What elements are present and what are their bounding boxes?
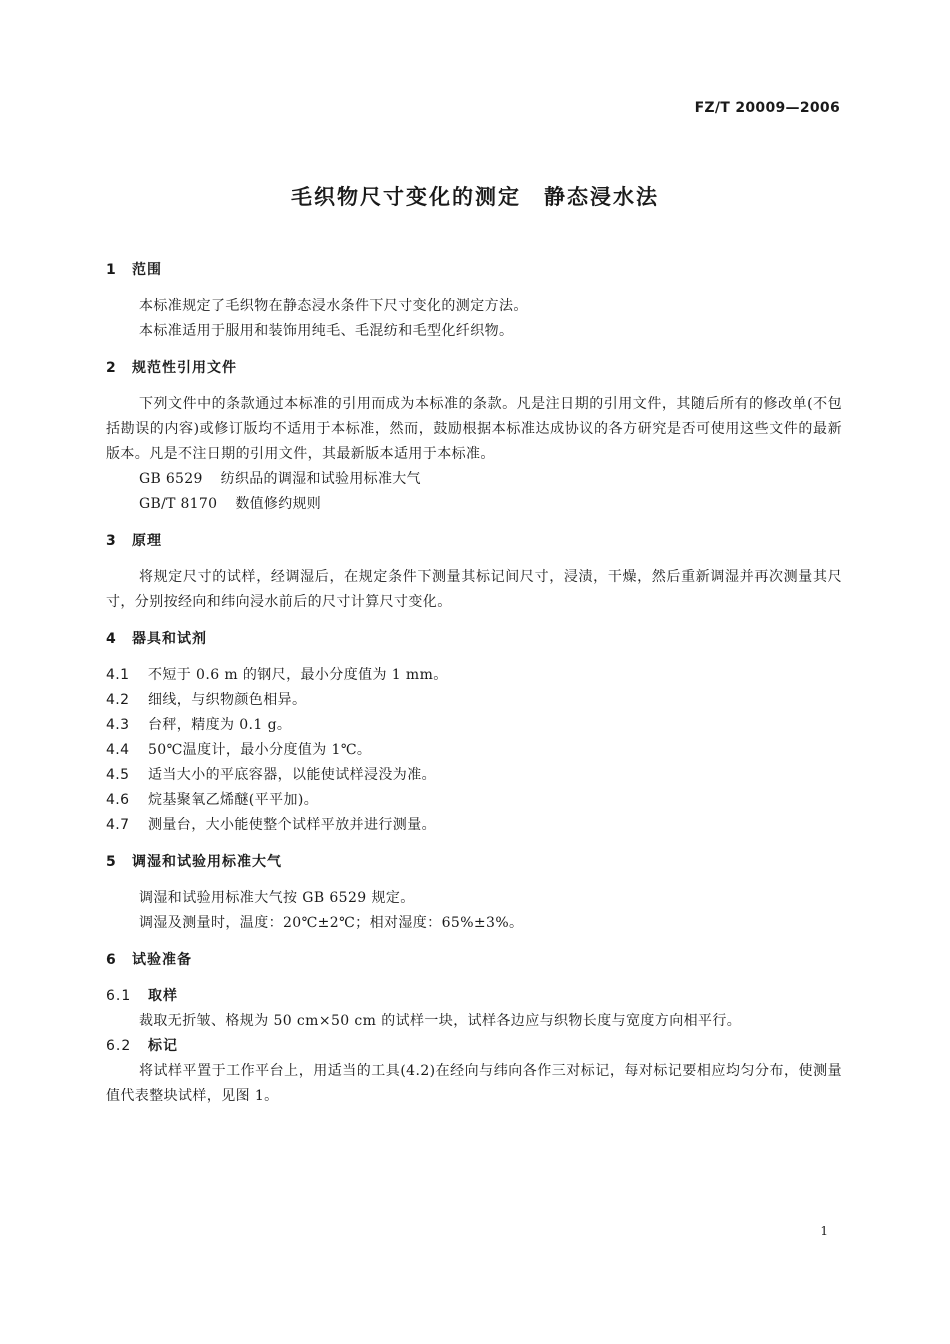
item-text: 测量台，大小能使整个试样平放并进行测量。 [148,817,436,833]
item-number: 4.7 [106,817,130,833]
item-text: 台秤，精度为 0.1 g。 [148,717,292,733]
section-number: 3 [106,533,117,549]
section-title: 试验准备 [132,952,192,968]
item-number: 4.5 [106,767,130,783]
paragraph: 调湿及测量时，温度：20℃±2℃；相对湿度：65%±3%。 [139,915,524,931]
section-title: 原理 [132,533,162,549]
reference-name: 纺织品的调湿和试验用标准大气 [220,471,421,487]
subsection-title: 取样 [148,988,178,1004]
section-preparation [106,948,842,1109]
list-item [106,738,842,763]
reference-name: 数值修约规则 [235,496,322,512]
document-title: 毛织物尺寸变化的测定 静态浸水法 [291,185,659,209]
section-heading [106,258,842,282]
section-atmosphere [106,850,842,936]
paragraph: 裁取无折皱、格规为 50 cm×50 cm 的试样一块，试样各边应与织物长度与宽度方向相平行。 [139,1013,742,1029]
reference-code: GB/T 8170 [139,496,218,512]
section-number: 6 [106,952,117,968]
reference-item [106,467,842,492]
list-item [106,663,842,688]
section-normative-references [106,356,842,517]
item-text: 适当大小的平底容器，以能使试样浸没为准。 [148,767,436,783]
section-number: 4 [106,631,117,647]
item-number: 4.3 [106,717,130,733]
item-text: 50℃温度计，最小分度值为 1℃。 [148,742,372,758]
page-number: 1 [820,1224,828,1238]
section-number: 1 [106,262,117,278]
subsection-heading [106,984,842,1009]
section-title: 器具和试剂 [132,631,207,647]
section-heading [106,948,842,972]
section-title: 规范性引用文件 [132,360,237,376]
section-heading [106,529,842,553]
section-heading [106,627,842,651]
paragraph: 将规定尺寸的试样，经调湿后，在规定条件下测量其标记间尺寸，浸渍，干燥，然后重新调湿并再次测量其尺寸，分别按经向和纬向浸水前后的尺寸计算尺寸变化。 [106,569,842,610]
paragraph: 本标准适用于服用和装饰用纯毛、毛混纺和毛型化纤织物。 [139,323,514,339]
subsection-number: 6.2 [106,1038,132,1054]
reference-code: GB 6529 [139,471,203,487]
section-number: 2 [106,360,117,376]
item-number: 4.2 [106,692,130,708]
item-text: 细线，与织物颜色相异。 [148,692,307,708]
subsection-heading [106,1034,842,1059]
item-number: 4.6 [106,792,130,808]
paragraph: 调湿和试验用标准大气按 GB 6529 规定。 [139,890,415,906]
reference-item [106,492,842,517]
section-apparatus [106,627,842,838]
section-title: 调湿和试验用标准大气 [132,854,282,870]
standard-number: FZ/T 20009—2006 [694,100,840,116]
document-body [106,258,842,1121]
list-item [106,813,842,838]
section-heading [106,850,842,874]
item-number: 4.1 [106,667,130,683]
list-item [106,688,842,713]
section-heading [106,356,842,380]
section-scope [106,258,842,344]
list-item [106,763,842,788]
item-number: 4.4 [106,742,130,758]
list-item [106,713,842,738]
section-title: 范围 [132,262,162,278]
paragraph: 本标准规定了毛织物在静态浸水条件下尺寸变化的测定方法。 [139,298,528,314]
item-text: 不短于 0.6 m 的钢尺，最小分度值为 1 mm。 [148,667,448,683]
subsection-number: 6.1 [106,988,132,1004]
section-principle [106,529,842,615]
subsection-title: 标记 [148,1038,178,1054]
paragraph: 下列文件中的条款通过本标准的引用而成为本标准的条款。凡是注日期的引用文件，其随后所有的修改单(不包括勘误的内容)或修订版均不适用于本标准，然而，鼓励根据本标准达成协议的各方研究是否可使用这些文件的最新版本。凡是不注日期的引用文件，其最新版本适用于本标准。 [106,396,842,462]
item-text: 烷基聚氧乙烯醚(平平加)。 [148,792,319,808]
list-item [106,788,842,813]
section-number: 5 [106,854,117,870]
paragraph: 将试样平置于工作平台上，用适当的工具(4.2)在经向与纬向各作三对标记，每对标记要相应均匀分布，使测量值代表整块试样，见图 1。 [106,1063,842,1104]
